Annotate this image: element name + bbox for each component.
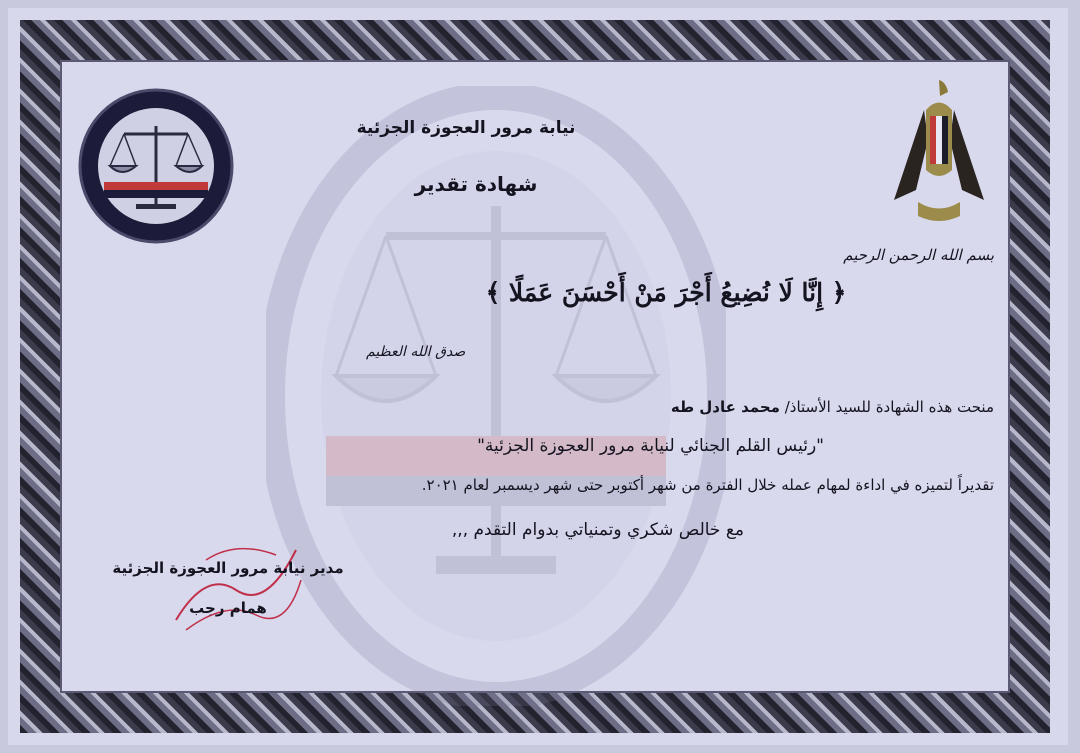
award-reason: تقديراً لتميزه في اداءة لمهام عمله خلال الفترة من شهر أكتوبر حتى شهر ديسمبر لعام ٢٠٢١. — [421, 476, 994, 494]
handwritten-signature — [166, 530, 306, 640]
eagle-of-saladin-emblem — [884, 70, 994, 230]
recipient-position: "رئيس القلم الجنائي لنيابة مرور العجوزة الجزئية" — [477, 436, 824, 456]
sadaq-allah-text: صدق الله العظيم — [366, 344, 466, 360]
signatory-name: همام رجب — [189, 599, 267, 617]
office-title: نيابة مرور العجوزة الجزئية — [356, 118, 576, 138]
awarded-to-line — [671, 398, 994, 416]
closing-line: مع خالص شكري وتمنياتي بدوام التقدم ,,, — [451, 520, 744, 540]
recipient-name: محمد عادل طه — [670, 398, 780, 416]
certificate-title: شهادة تقدير — [414, 172, 538, 196]
basmala: بسم الله الرحمن الرحيم — [843, 246, 994, 264]
quran-verse: ﴿ إِنَّا لَا نُضِيعُ أَجْرَ مَنْ أَحْسَنَ عَمَلًا ﴾ — [485, 278, 847, 307]
public-prosecution-seal — [76, 86, 236, 246]
signatory-title: مدير نيابة مرور العجوزة الجزئية — [112, 559, 344, 577]
certificate-content — [66, 66, 1004, 687]
awarded-to-prefix: منحت هذه الشهادة للسيد الأستاذ/ — [784, 398, 994, 416]
